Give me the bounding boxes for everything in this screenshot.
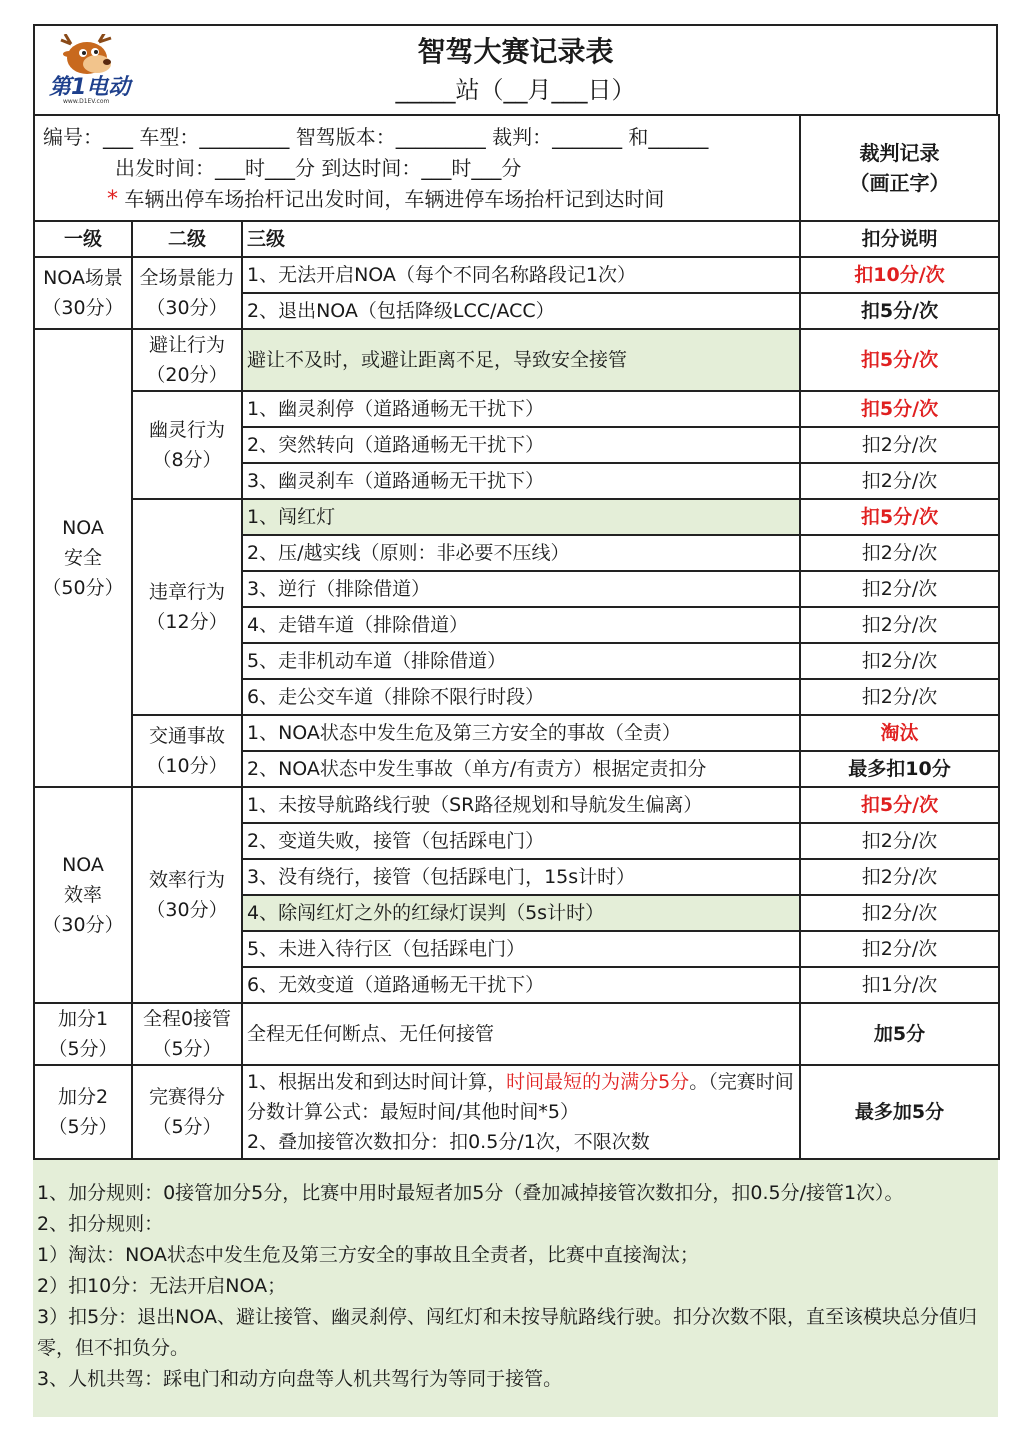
item-text: 避让不及时，或避让距离不足，导致安全接管 bbox=[242, 329, 800, 391]
item-text: 5、走非机动车道（排除借道） bbox=[242, 643, 800, 679]
judge-record-header: 裁判记录 （画正字） bbox=[800, 115, 999, 221]
item-text: 1、闯红灯 bbox=[242, 499, 800, 535]
item-text: 1、NOA状态中发生危及第三方安全的事故（全责） bbox=[242, 715, 800, 751]
info-line-1: 编号：___ 车型：_________ 智驾版本：_________ 裁判：_______ 和______ bbox=[43, 124, 709, 149]
svg-text:第1电动: 第1电动 bbox=[49, 75, 131, 100]
item-text: 2、变道失败，接管（包括踩电门） bbox=[242, 823, 800, 859]
l2-full-scene: 全场景能力 （30分） bbox=[132, 257, 242, 329]
item-deduct: 扣2分/次 bbox=[800, 823, 999, 859]
item-deduct: 扣10分/次 bbox=[800, 257, 999, 293]
l2-violation: 违章行为 （12分） bbox=[132, 499, 242, 715]
l1-noa-scene: NOA场景 （30分） bbox=[34, 257, 132, 329]
l1-bonus-2: 加分2 （5分） bbox=[34, 1065, 132, 1159]
item-deduct: 扣1分/次 bbox=[800, 967, 999, 1003]
l2-accident: 交通事故 （10分） bbox=[132, 715, 242, 787]
item-deduct: 扣2分/次 bbox=[800, 571, 999, 607]
svg-text:www.D1EV.com: www.D1EV.com bbox=[63, 98, 110, 104]
item-text: 1、无法开启NOA（每个不同名称路段记1次） bbox=[242, 257, 800, 293]
item-text: 5、未进入待行区（包括踩电门） bbox=[242, 931, 800, 967]
item-deduct: 扣2分/次 bbox=[800, 607, 999, 643]
record-sheet bbox=[33, 24, 998, 1417]
item-text: 2、压/越实线（原则：非必要不压线） bbox=[242, 535, 800, 571]
scoring-table bbox=[33, 114, 1000, 1160]
l2-finish-score: 完赛得分 （5分） bbox=[132, 1065, 242, 1159]
item-text: 2、退出NOA（包括降级LCC/ACC） bbox=[242, 293, 800, 329]
col-header-l1: 一级 bbox=[34, 221, 132, 257]
page-title: 智驾大赛记录表 bbox=[417, 35, 614, 68]
item-deduct: 扣2分/次 bbox=[800, 895, 999, 931]
info-line-2: 出发时间：___时___分 到达时间：___时___分 bbox=[115, 155, 522, 180]
item-deduct: 扣2分/次 bbox=[800, 463, 999, 499]
item-text: 全程无任何断点、无任何接管 bbox=[242, 1003, 800, 1065]
note-line: 3、人机共驾：踩电门和动方向盘等人机共驾行为等同于接管。 bbox=[37, 1368, 563, 1390]
l2-efficiency: 效率行为 （30分） bbox=[132, 787, 242, 1003]
d1ev-logo bbox=[41, 34, 171, 104]
col-header-l3: 三级 bbox=[242, 221, 800, 257]
item-deduct: 最多加5分 bbox=[800, 1065, 999, 1159]
item-text: 2、NOA状态中发生事故（单方/有责方）根据定责扣分 bbox=[242, 751, 800, 787]
item-text: 1、幽灵刹停（道路通畅无干扰下） bbox=[242, 391, 800, 427]
page-subtitle: _____站（__月___日） bbox=[395, 76, 636, 104]
item-text: 1、根据出发和到达时间计算，时间最短的为满分5分。（完赛时间分数计算公式：最短时间/其他时间*5） 2、叠加接管次数扣分：扣0.5分/1次，不限次数 bbox=[242, 1065, 800, 1159]
info-block bbox=[34, 115, 800, 221]
item-text: 6、走公交车道（排除不限行时段） bbox=[242, 679, 800, 715]
item-deduct: 扣5分/次 bbox=[800, 293, 999, 329]
item-text: 2、突然转向（道路通畅无干扰下） bbox=[242, 427, 800, 463]
item-deduct: 扣2分/次 bbox=[800, 643, 999, 679]
item-deduct: 扣5分/次 bbox=[800, 787, 999, 823]
item-text: 1、未按导航路线行驶（SR路径规划和导航发生偏离） bbox=[242, 787, 800, 823]
sheet-header bbox=[33, 24, 998, 114]
item-deduct: 最多扣10分 bbox=[800, 751, 999, 787]
l1-bonus-1: 加分1 （5分） bbox=[34, 1003, 132, 1065]
item-deduct: 扣2分/次 bbox=[800, 859, 999, 895]
note-line: 3）扣5分：退出NOA、避让接管、幽灵刹停、闯红灯和未按导航路线行驶。扣分次数不限，直至该模块总分值归零，但不扣负分。 bbox=[37, 1306, 978, 1359]
item-deduct: 扣5分/次 bbox=[800, 391, 999, 427]
l2-ghost: 幽灵行为 （8分） bbox=[132, 391, 242, 499]
item-deduct: 扣5分/次 bbox=[800, 329, 999, 391]
item-text: 3、逆行（排除借道） bbox=[242, 571, 800, 607]
item-deduct: 扣2分/次 bbox=[800, 679, 999, 715]
item-text: 3、没有绕行，接管（包括踩电门，15s计时） bbox=[242, 859, 800, 895]
item-deduct: 扣2分/次 bbox=[800, 535, 999, 571]
info-line-3: * 车辆出停车场抬杆记出发时间，车辆进停车场抬杆记到达时间 bbox=[107, 186, 665, 212]
asterisk-icon: * bbox=[107, 186, 118, 212]
l2-zero-takeover: 全程0接管 （5分） bbox=[132, 1003, 242, 1065]
item-deduct: 扣2分/次 bbox=[800, 931, 999, 967]
note-line: 2）扣10分：无法开启NOA； bbox=[37, 1275, 287, 1297]
l1-noa-efficiency: NOA 效率 （30分） bbox=[34, 787, 132, 1003]
item-text: 6、无效变道（道路通畅无干扰下） bbox=[242, 967, 800, 1003]
item-text: 4、走错车道（排除借道） bbox=[242, 607, 800, 643]
item-deduct: 扣2分/次 bbox=[800, 427, 999, 463]
item-text: 4、除闯红灯之外的红绿灯误判（5s计时） bbox=[242, 895, 800, 931]
l2-avoid: 避让行为 （20分） bbox=[132, 329, 242, 391]
item-deduct: 加5分 bbox=[800, 1003, 999, 1065]
item-text: 3、幽灵刹车（道路通畅无干扰下） bbox=[242, 463, 800, 499]
note-line: 1、加分规则：0接管加分5分，比赛中用时最短者加5分（叠加减掉接管次数扣分，扣0.5分/接管1次）。 bbox=[37, 1182, 904, 1204]
note-line: 2、扣分规则： bbox=[37, 1213, 164, 1235]
item-deduct: 淘汰 bbox=[800, 715, 999, 751]
col-header-deduct: 扣分说明 bbox=[800, 221, 999, 257]
l1-noa-safety: NOA 安全 （50分） bbox=[34, 329, 132, 787]
item-deduct: 扣5分/次 bbox=[800, 499, 999, 535]
rules-notes bbox=[33, 1160, 998, 1417]
note-line: 1）淘汰：NOA状态中发生危及第三方安全的事故且全责者，比赛中直接淘汰； bbox=[37, 1244, 699, 1266]
col-header-l2: 二级 bbox=[132, 221, 242, 257]
